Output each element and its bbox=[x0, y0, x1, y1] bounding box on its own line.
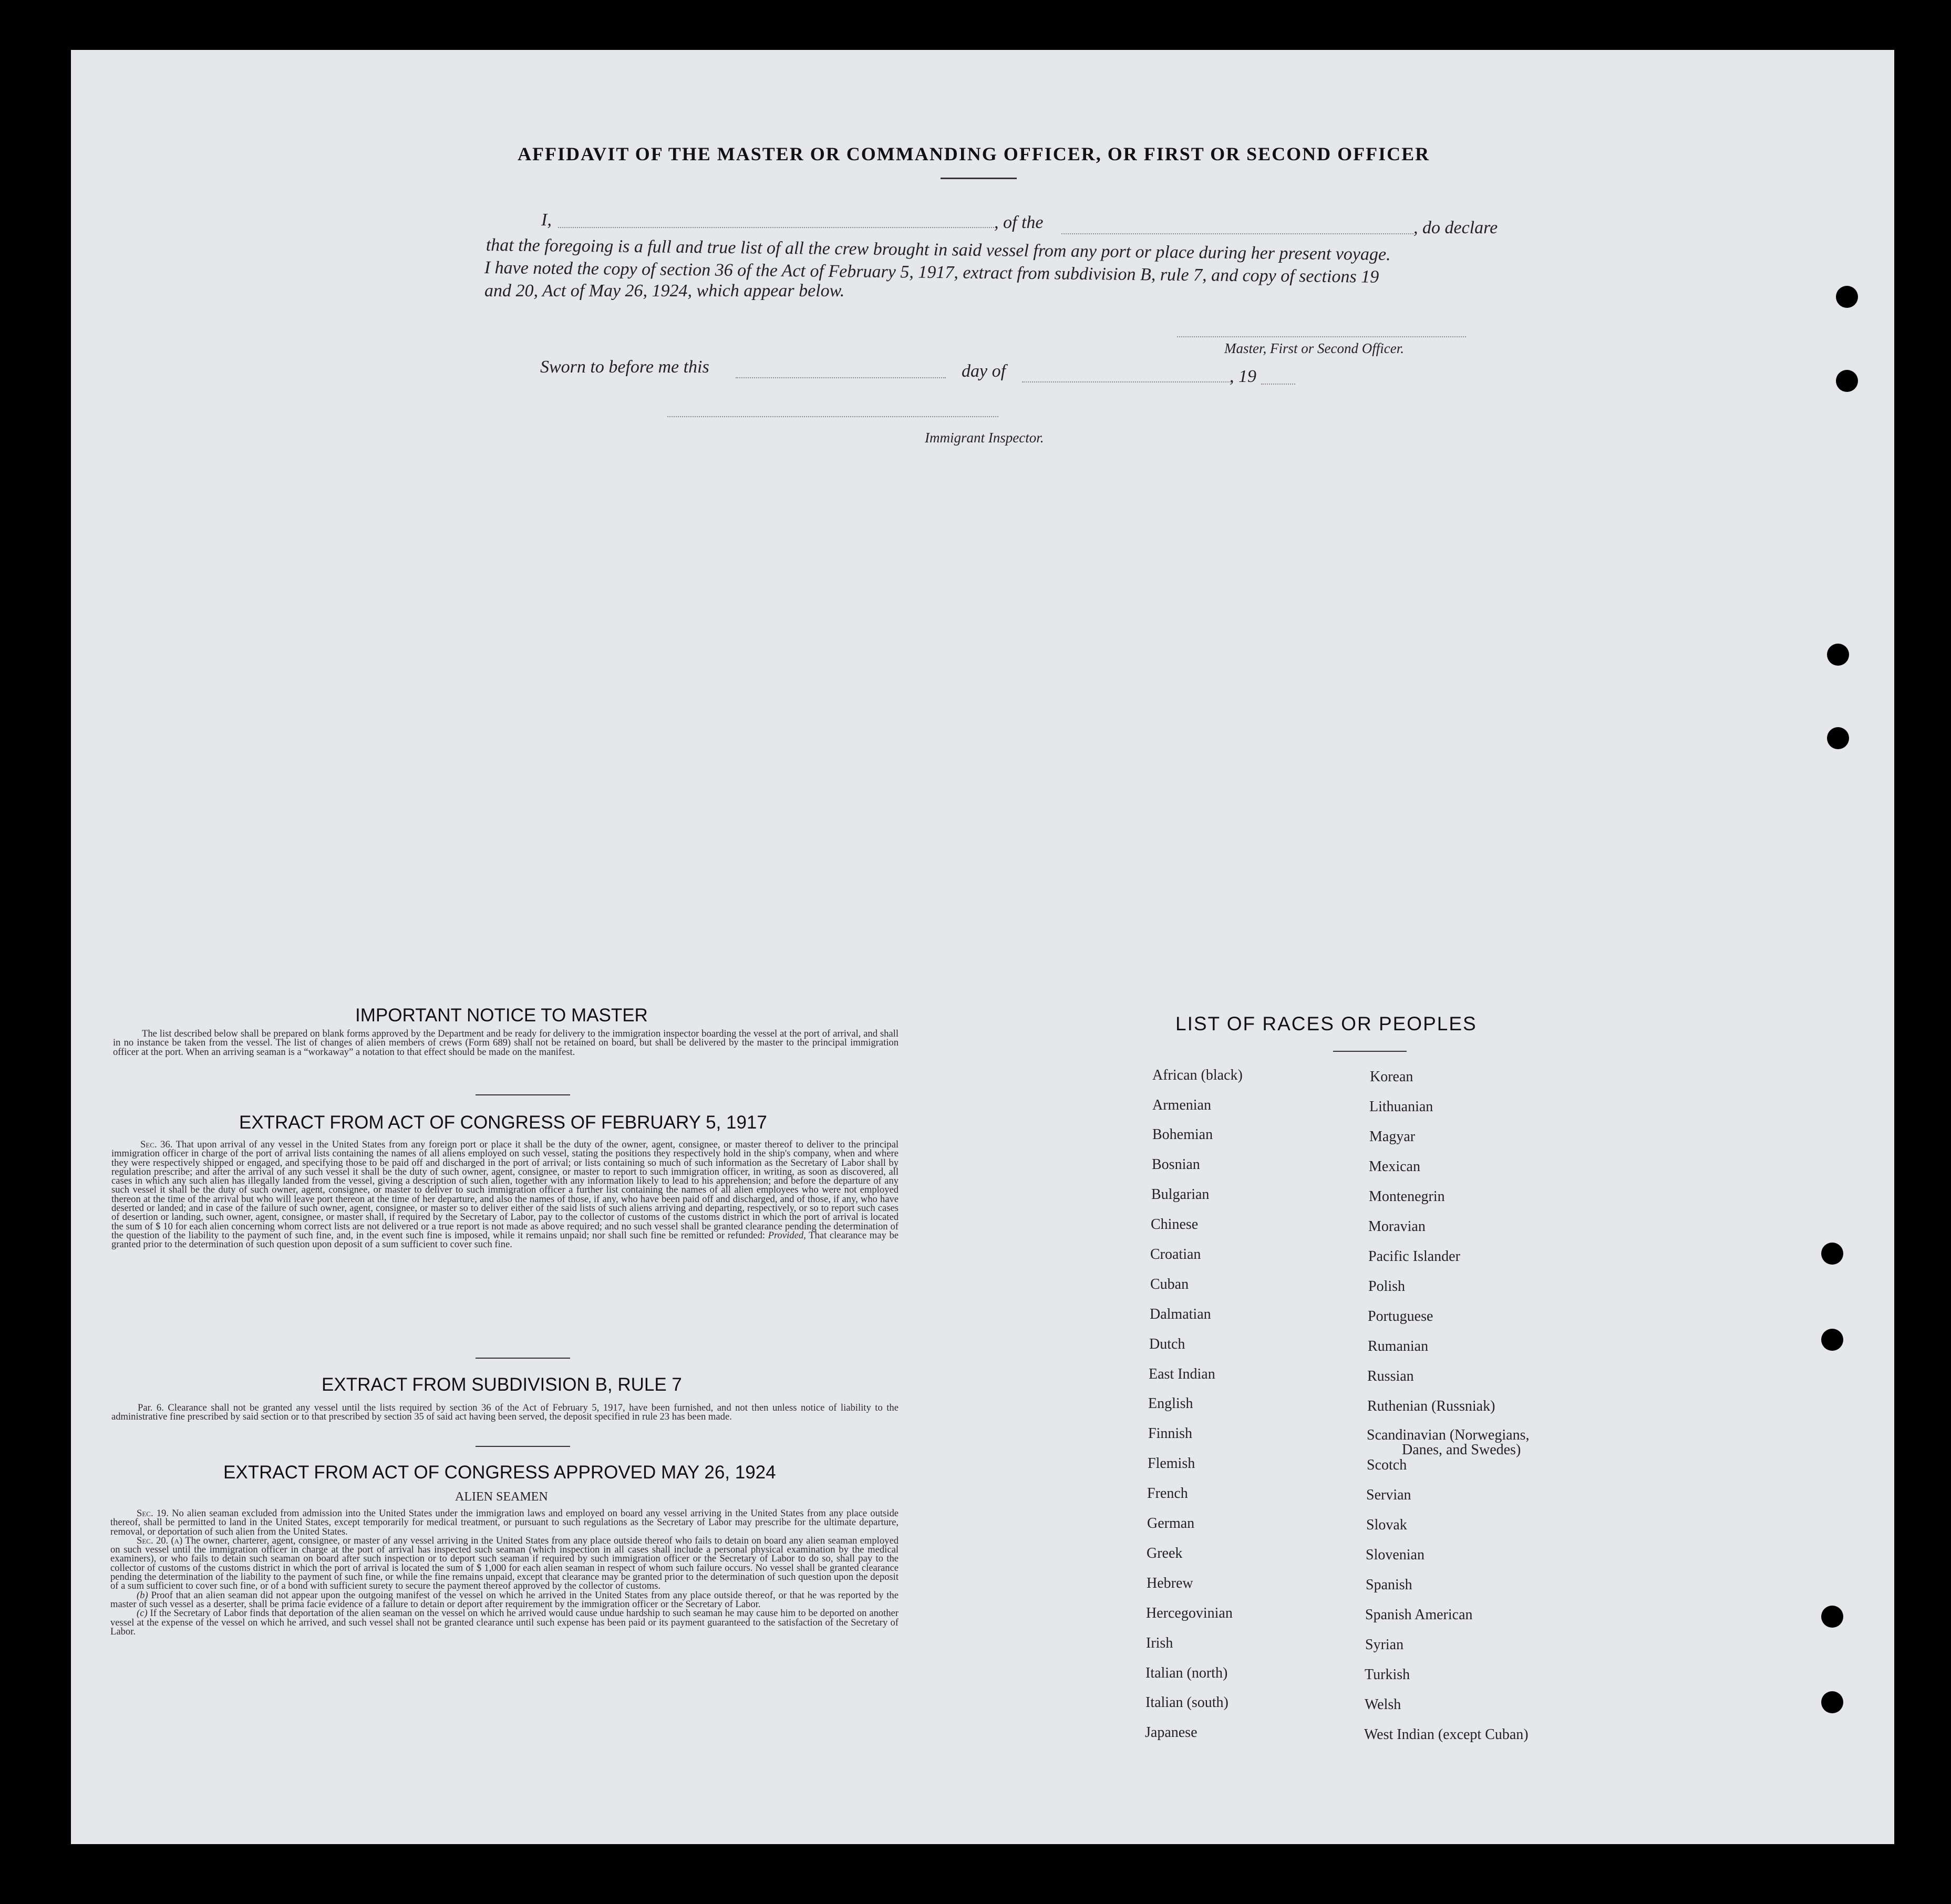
race-item: Ruthenian (Russniak) bbox=[1367, 1398, 1495, 1414]
sec-19-label: Sec. 19. bbox=[137, 1508, 169, 1519]
affidavit-i: I, bbox=[541, 210, 552, 230]
day-of-label: day of bbox=[962, 361, 1006, 381]
master-caption: Master, First or Second Officer. bbox=[1224, 340, 1404, 356]
sec-20b-label: (b) bbox=[137, 1589, 148, 1601]
race-item: Bosnian bbox=[1152, 1156, 1200, 1173]
alien-seamen-subheading: ALIEN SEAMEN bbox=[455, 1490, 548, 1504]
races-title: LIST OF RACES OR PEOPLES bbox=[1175, 1013, 1477, 1034]
affidavit-line2: that the foregoing is a full and true list of all the crew brought in said vessel from any port or place during her present voyage. bbox=[486, 235, 1391, 265]
sec-36-label: Sec. 36. bbox=[140, 1139, 173, 1150]
title-underline bbox=[941, 178, 1017, 179]
sec-20b-para bbox=[110, 1591, 899, 1609]
extract-1917-heading: EXTRACT FROM ACT OF CONGRESS OF FEBRUARY 5, 1917 bbox=[239, 1112, 767, 1133]
notice-heading: IMPORTANT NOTICE TO MASTER bbox=[355, 1005, 648, 1026]
punch-hole bbox=[1836, 370, 1858, 392]
race-item: Lithuanian bbox=[1369, 1099, 1433, 1115]
race-item: French bbox=[1147, 1485, 1188, 1502]
sec-20a-label: Sec. 20. (a) bbox=[137, 1535, 183, 1546]
proviso-label: Provided, bbox=[768, 1229, 806, 1241]
race-item: Magyar bbox=[1369, 1129, 1416, 1145]
race-item: Danes, and Swedes) bbox=[1402, 1442, 1521, 1458]
divider bbox=[476, 1446, 570, 1447]
race-item: Spanish bbox=[1366, 1577, 1412, 1593]
race-item: Armenian bbox=[1152, 1097, 1211, 1113]
race-item: Cuban bbox=[1150, 1276, 1189, 1292]
sec-20a-text: The owner, charterer, agent, consignee, or master of any vessel arriving in the United States from any place outside thereof who fails to detain on board any alien seaman employed on such vessel until the immigration officer in charge at the port of arrival has inspected such seaman (which inspection in all cases shall include a personal physical examination by the medical examiners), or who fails to detain such seaman on board after such inspection or to deport such seaman if required by such immigration officer or the Secretary of Labor to do so, shall pay to the collector of customs of the customs district in which the port of arrival is located the sum of $ 1,000 for each alien seaman in respect of whom such failure occurs. No vessel shall be granted clearance pending the determination of the liability to the payment of such fine, or while the fine remains unpaid, except that clearance may be granted prior to the determination of such question upon the deposit of a sum sufficient to cover such fine, or of a bond with sufficient surety to secure the payment thereof approved by the collector of customs. bbox=[110, 1535, 899, 1592]
race-item: Portuguese bbox=[1368, 1308, 1433, 1324]
affidavit-title: AFFIDAVIT OF THE MASTER OR COMMANDING OFFICER, OR FIRST OR SECOND OFFICER bbox=[518, 143, 1430, 164]
proviso-text: That clearance may be granted prior to the determination of such question upon deposit of a sum sufficient to cover such fine. bbox=[111, 1229, 899, 1250]
race-item: Japanese bbox=[1145, 1724, 1198, 1741]
sec-20c-text: If the Secretary of Labor finds that deportation of the alien seaman on the vessel on which he arrived would cause undue hardship to such seaman he may cause him to be deported on another vessel at the expense of the vessel on which he arrived, and such vessel shall not be granted clearance until such expense has been paid or its payment guaranteed to the satisfaction of the Secretary of Labor. bbox=[110, 1608, 899, 1637]
race-item: Mexican bbox=[1369, 1158, 1420, 1175]
races-underline bbox=[1333, 1051, 1407, 1052]
race-item: Russian bbox=[1367, 1368, 1414, 1384]
race-item: African (black) bbox=[1152, 1067, 1243, 1083]
race-item: Croatian bbox=[1150, 1246, 1201, 1263]
sworn-month-field[interactable] bbox=[1022, 381, 1232, 382]
race-item: Spanish American bbox=[1365, 1607, 1473, 1623]
race-item: Slovenian bbox=[1366, 1547, 1424, 1563]
rule-7-body: Par. 6. Clearance shall not be granted any vessel until the lists required by section 36 of the Act of February 5, 1917, have been furnished, and not then unless notice of liability to the administrative fine prescribed by said section or to that prescribed by section 35 of said act having been served, the deposit specified in rule 23 has been made. bbox=[111, 1402, 899, 1423]
name-field[interactable] bbox=[558, 227, 994, 228]
sec-20c-label: (c) bbox=[137, 1608, 148, 1619]
race-item: Flemish bbox=[1148, 1455, 1195, 1472]
punch-hole bbox=[1827, 727, 1849, 749]
race-item: Greek bbox=[1147, 1545, 1183, 1561]
race-item: Pacific Islander bbox=[1368, 1248, 1460, 1265]
race-item: Syrian bbox=[1365, 1637, 1404, 1653]
punch-hole bbox=[1827, 644, 1849, 666]
divider bbox=[476, 1094, 570, 1095]
race-item: Dutch bbox=[1149, 1336, 1185, 1352]
race-item: Hercegovinian bbox=[1146, 1605, 1233, 1621]
sworn-label: Sworn to before me this bbox=[540, 357, 709, 377]
sec-19-para bbox=[110, 1509, 899, 1536]
race-item: Montenegrin bbox=[1369, 1188, 1445, 1205]
race-item: Welsh bbox=[1365, 1696, 1401, 1713]
master-signature-field[interactable] bbox=[1177, 336, 1466, 337]
punch-hole bbox=[1821, 1329, 1843, 1351]
sec-19-text: No alien seaman excluded from admission into the United States under the immigration laws and employed on board any vessel arriving in the United States from any place outside thereof, shall be permitted to land in the United States, except temporarily for medical treatment, or pursuant to such regulations as the Secretary of Labor may prescribe for the ultimate departure, removal, or deportation of such alien from the United States. bbox=[110, 1508, 899, 1537]
race-item: Bohemian bbox=[1152, 1126, 1213, 1143]
race-item: Polish bbox=[1368, 1278, 1406, 1295]
race-item: Chinese bbox=[1151, 1216, 1199, 1233]
vessel-field[interactable] bbox=[1061, 233, 1413, 234]
race-item: English bbox=[1148, 1395, 1193, 1412]
punch-hole bbox=[1821, 1691, 1843, 1713]
year-label: , 19 bbox=[1230, 367, 1256, 386]
race-item: Italian (north) bbox=[1145, 1665, 1228, 1681]
punch-hole bbox=[1836, 286, 1858, 308]
race-item: Irish bbox=[1146, 1635, 1173, 1651]
race-item: Turkish bbox=[1365, 1667, 1410, 1683]
affidavit-declare: , do declare bbox=[1413, 218, 1498, 237]
sec-20b-text: Proof that an alien seaman did not appear upon the outgoing manifest of the vessel on which he arrived in the United States from any place outside thereof, or that he was reported by the master of such vessel as a deserter, shall be prima facie evidence of a failure to detain or deport after requirement by the immigration officer or the Secretary of Labor. bbox=[110, 1589, 899, 1610]
race-item: Italian (south) bbox=[1145, 1694, 1229, 1711]
race-item: Servian bbox=[1366, 1487, 1411, 1503]
race-item: Scotch bbox=[1367, 1457, 1407, 1473]
race-item: Finnish bbox=[1148, 1425, 1193, 1442]
affidavit-of-the: , of the bbox=[994, 213, 1044, 232]
inspector-caption: Immigrant Inspector. bbox=[925, 430, 1044, 446]
race-item: Bulgarian bbox=[1151, 1186, 1210, 1203]
race-item: Moravian bbox=[1368, 1218, 1426, 1235]
extract-1917-body bbox=[111, 1140, 899, 1249]
affidavit-line3: I have noted the copy of section 36 of the Act of February 5, 1917, extract from subdivision B, rule 7, and copy of sections 19 bbox=[484, 258, 1379, 287]
race-item: Dalmatian bbox=[1150, 1306, 1211, 1322]
extract-1924-heading: EXTRACT FROM ACT OF CONGRESS APPROVED MAY 26, 1924 bbox=[223, 1462, 776, 1483]
sec-36-text: That upon arrival of any vessel in the United States from any foreign port or place it shall be the duty of the owner, agent, consignee, or master thereof to deliver to the principal immigration officer in charge of the port of arrival lists containing the names of all aliens employed on such vessel, stating the positions they respectively hold in the ship's company, when and where they were respectively shipped or engaged, and specifying those to be paid off and discharged in the port of arrival; or lists containing so much of such information as the Secretary of Labor shall by regulation prescribe; and after the arrival of any such vessel it shall be the duty of such owner, agent, consignee, or master to report to such immigration officer, in writing, as soon as discovered, all cases in which any such alien has illegally landed from the vessel, giving a description of such alien, together with any information likely to lead to his apprehension; and before the departure of any such vessel it shall be the duty of such owner, agent, consignee, or master to deliver to such immigration officer a further list containing the names of all alien employees who were not employed thereon at the time of the arrival but who will leave port thereon at the time of her departure, and also the names of those, if any, who have been paid off and discharged, and of those, if any, who have deserted or landed; and in case of the failure of such owner, agent, consignee, or master so to deliver either of the said lists of such aliens arriving and departing, respectively, or so to report such cases of desertion or landing, such owner, agent, consignee, or master shall, if required by the Secretary of Labor, pay to the collector of customs of the customs district in which the port of arrival is located the sum of $ 10 for each alien concerning whom correct lists are not delivered or a true report is not made as above required; and no such vessel shall be granted clearance pending the determination of the question of the liability to the payment of such fine, and, in the event such fine is imposed, while it remains unpaid; nor shall such fine be remitted or refunded: bbox=[111, 1139, 899, 1241]
affidavit-line4: and 20, Act of May 26, 1924, which appear below. bbox=[484, 281, 845, 301]
race-item: Hebrew bbox=[1147, 1575, 1193, 1591]
race-item: Slovak bbox=[1366, 1517, 1407, 1533]
divider bbox=[476, 1358, 570, 1359]
inspector-signature-field[interactable] bbox=[667, 416, 998, 417]
notice-body: The list described below shall be prepared on blank forms approved by the Department and be ready for delivery to the immigration inspector boarding the vessel at the port of arrival, and shall in no instance be taken from the vessel. The list of changes of alien members of crews (Form 689) shall not be retained on board, but shall be delivered by the master to the principal immigration officer at the port. When an arriving seaman is a “workaway” a notation to that effect should be made on the manifest. bbox=[113, 1028, 899, 1058]
race-item: East Indian bbox=[1149, 1366, 1215, 1382]
sworn-year-field[interactable] bbox=[1261, 384, 1295, 385]
sec-20a-para bbox=[110, 1536, 899, 1591]
sworn-day-field[interactable] bbox=[736, 377, 946, 378]
race-item: Korean bbox=[1370, 1069, 1413, 1085]
punch-hole bbox=[1821, 1606, 1843, 1628]
race-item: Scandinavian (Norwegians, bbox=[1367, 1427, 1530, 1443]
punch-hole bbox=[1821, 1243, 1843, 1265]
race-item: German bbox=[1147, 1515, 1195, 1532]
extract-1924-body bbox=[110, 1509, 899, 1636]
race-item: Rumanian bbox=[1368, 1338, 1429, 1354]
rule-7-heading: EXTRACT FROM SUBDIVISION B, RULE 7 bbox=[322, 1374, 682, 1395]
race-item: West Indian (except Cuban) bbox=[1364, 1726, 1529, 1743]
sec-20c-para bbox=[110, 1609, 899, 1636]
